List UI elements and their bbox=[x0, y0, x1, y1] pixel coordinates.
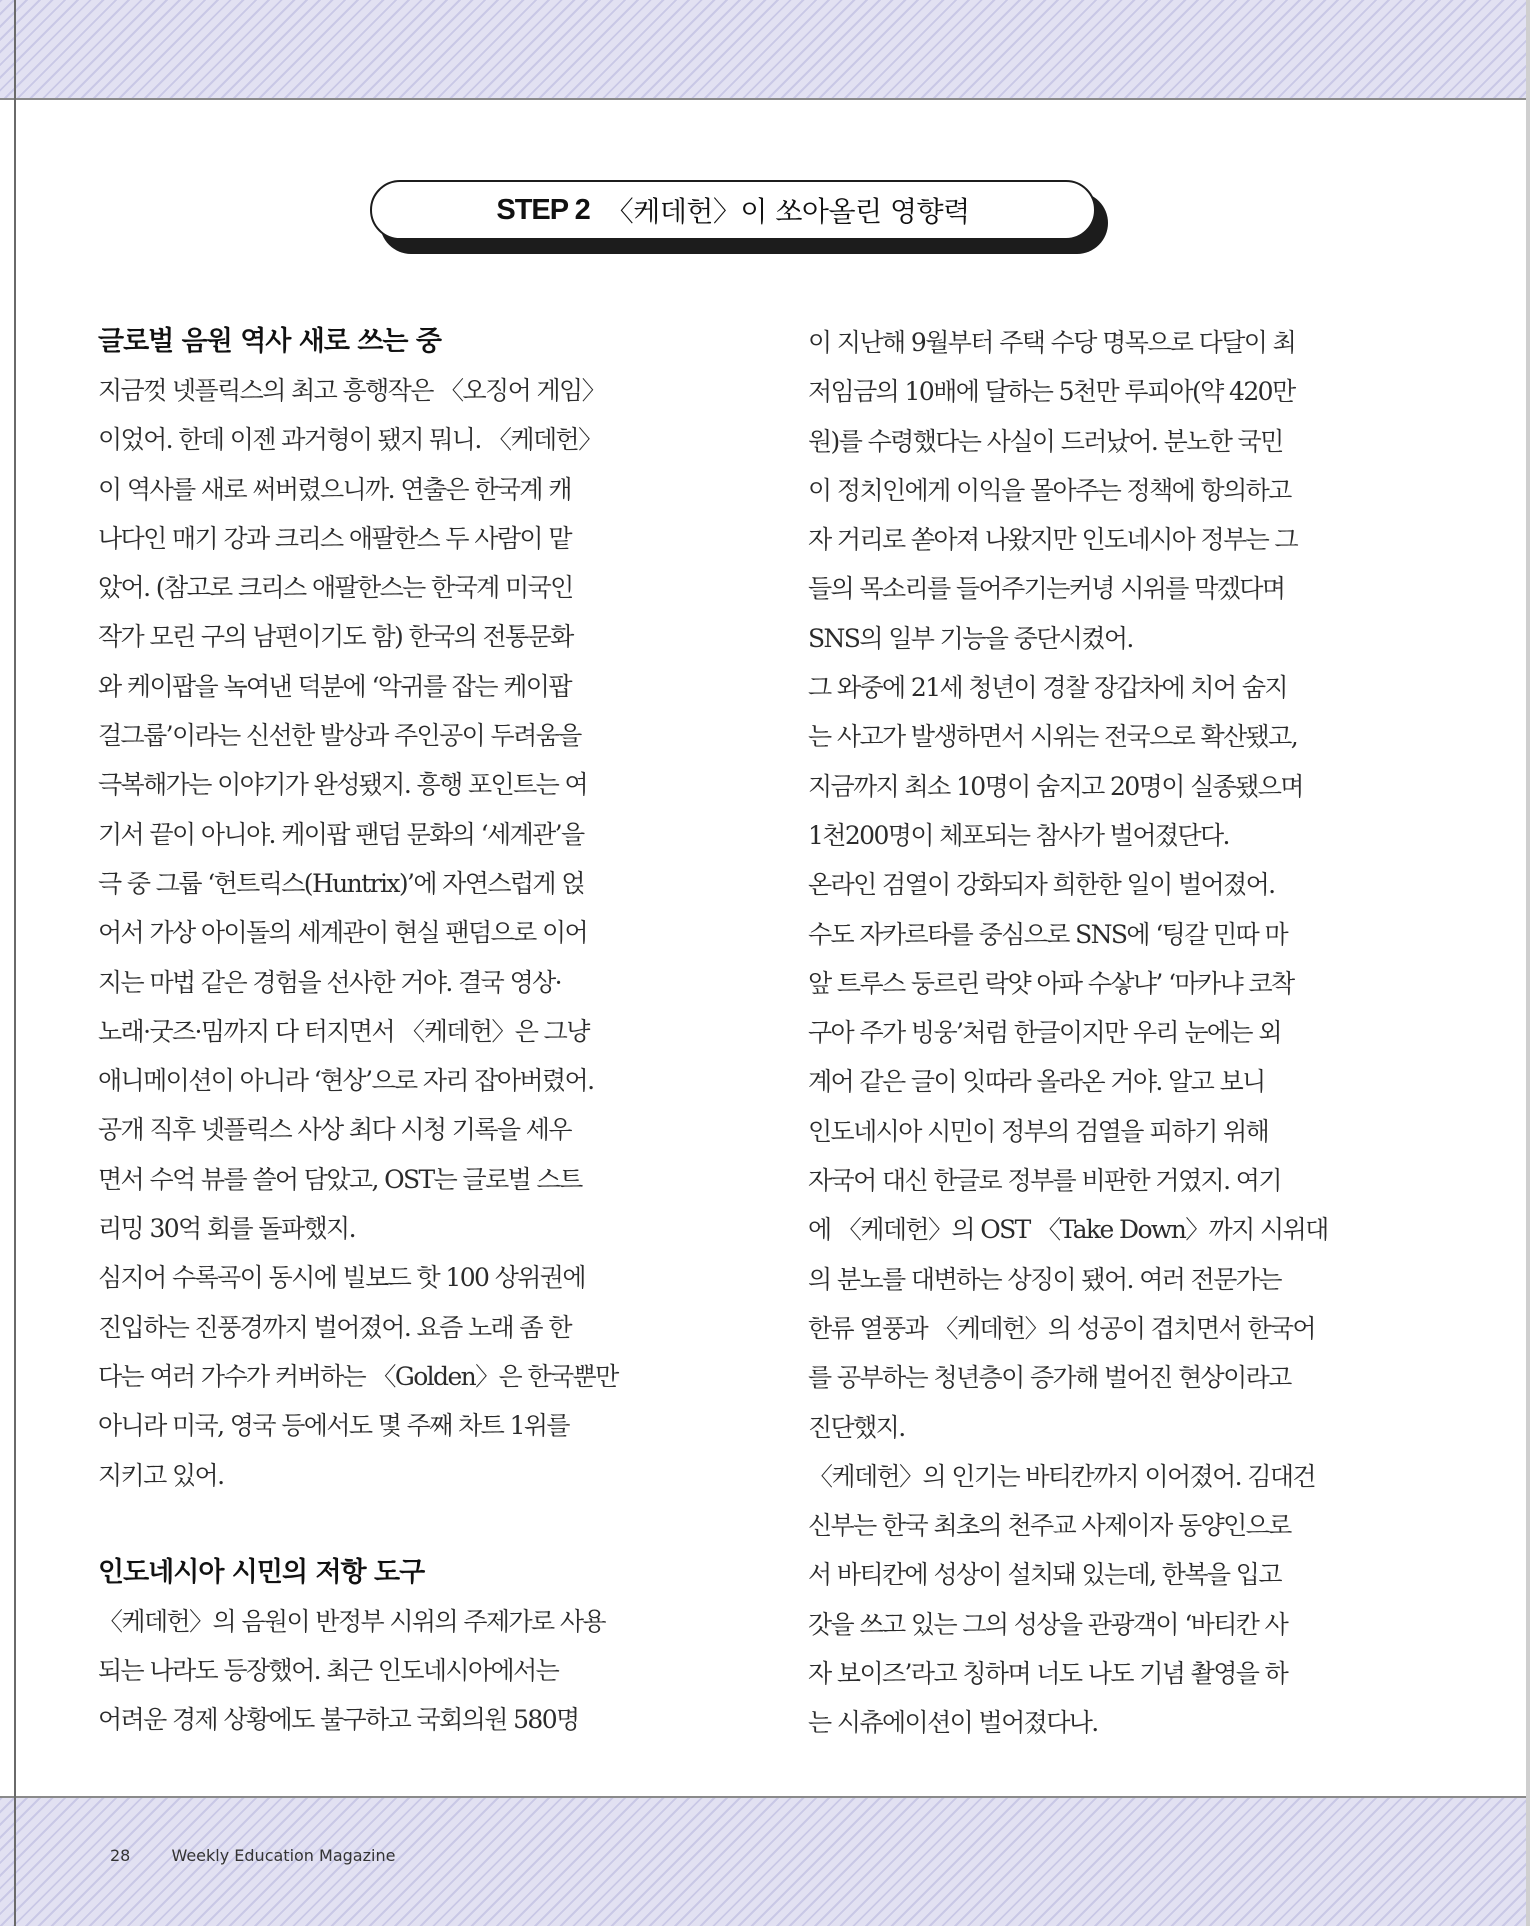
body-paragraph: 온라인 검열이 강화되자 희한한 일이 벌어졌어. 수도 자카르타를 중심으로 SNS에 ‘팅갈 민따 마 앞 트루스 둥르린 락얏 아파 수샇냐’ ‘마카냐 코착 구아 주가 빙웅’처럼 한글이지만 우리 눈에는 외 계어 같은 글이 잇따라 올라온 거야. 알고 보니 인도네시아 시민이 정부의 검열을 피하기 위해 자국어 대신 한글로 정부를 비판한 거였지. 여기 에 〈케데헌〉의 OST 〈Take Down〉까지 시위대 의 분노를 대변하는 상징이 됐어. 여러 전문가는 한류 열풍과 〈케데헌〉의 성공이 겹치면서 한국어 를 공부하는 청년층이 증가해 벌어진 현상이라고 진단했지. bbox=[808, 870, 1328, 1442]
right-page-edge bbox=[1526, 0, 1530, 1926]
section-heading-indonesia: 인도네시아 시민의 저항 도구 bbox=[98, 1556, 425, 1588]
step-banner bbox=[370, 180, 1110, 256]
body-paragraph: 〈케데헌〉의 음원이 반정부 시위의 주제가로 사용 되는 나라도 등장했어. 최근 인도네시아에서는 어려운 경제 상황에도 불구하고 국회의원 580명 bbox=[98, 1606, 605, 1735]
body-paragraph: 〈케데헌〉의 인기는 바티칸까지 이어졌어. 김대건 신부는 한국 최초의 천주교 사제이자 동양인으로 서 바티칸에 성상이 설치돼 있는데, 한복을 입고 갓을 쓰고 있는 그의 성상을 관광객이 ‘바티칸 사 자 보이즈’라고 칭하며 너도 나도 기념 촬영을 하 는 시츄에이션이 벌어졌다나. bbox=[808, 1461, 1315, 1738]
body-paragraph: 그 와중에 21세 청년이 경찰 장갑차에 치어 숨지 는 사고가 발생하면서 시위는 전국으로 확산됐고, 지금까지 최소 10명이 숨지고 20명이 실종됐으며 1천200명이 체포되는 참사가 벌어졌단다. bbox=[808, 673, 1303, 850]
right-column bbox=[808, 318, 1376, 1748]
body-paragraph: 지금껏 넷플릭스의 최고 흥행작은 〈오징어 게임〉 이었어. 한데 이젠 과거형이 됐지 뭐니. 〈케데헌〉 이 역사를 새로 써버렸으니까. 연출은 한국계 캐 나다인 매기 강과 크리스 애팔한스 두 사람이 맡 았어. (참고로 크리스 애팔한스는 한국계 미국인 작가 모린 구의 남편이기도 함) 한국의 전통문화 와 케이팝을 녹여낸 덕분에 ‘악귀를 잡는 케이팝 걸그룹’이라는 신선한 발상과 주인공이 두려움을 극복해가는 이야기가 완성됐지. 흥행 포인트는 여 기서 끝이 아니야. 케이팝 팬덤 문화의 ‘세계관’을 극 중 그룹 ‘헌트릭스(Huntrix)’에 자연스럽게 얹 어서 가상 아이돌의 세계관이 현실 팬덤으로 이어 지는 마법 같은 경험을 선사한 거야. 결국 영상· 노래·굿즈·밈까지 다 터지면서 〈케데헌〉은 그냥 애니메이션이 아니라 ‘현상’으로 자리 잡아버렸어. 공개 직후 넷플릭스 사상 최다 시청 기록을 세우 면서 수억 뷰를 쓸어 담았고, OST는 글로벌 스트 리밍 30억 회를 돌파했지. bbox=[98, 376, 605, 1244]
body-paragraph: 이 지난해 9월부터 주택 수당 명목으로 다달이 최 저임금의 10배에 달하는 5천만 루피아(약 420만 원)를 수령했다는 사실이 드러났어. 분노한 국민 이 정치인에게 이익을 몰아주는 정책에 항의하고 자 거리로 쏟아져 나왔지만 인도네시아 정부는 그 들의 목소리를 들어주기는커녕 시위를 막겠다며 SNS의 일부 기능을 중단시켰어. bbox=[808, 328, 1298, 653]
step-banner-pill bbox=[370, 180, 1096, 240]
left-page-border bbox=[14, 0, 16, 1926]
left-column bbox=[98, 318, 666, 1745]
page-footer bbox=[110, 1846, 395, 1865]
top-stripe-band bbox=[0, 0, 1530, 100]
step-title: 〈케데헌〉이 쏘아올린 영향력 bbox=[605, 195, 970, 228]
page-number: 28 bbox=[110, 1846, 131, 1865]
body-paragraph: 심지어 수록곡이 동시에 빌보드 핫 100 상위권에 진입하는 진풍경까지 벌어졌어. 요즘 노래 좀 한 다는 여러 가수가 커버하는 〈Golden〉은 한국뿐만 아니라 미국, 영국 등에서도 몇 주째 차트 1위를 지키고 있어. bbox=[98, 1263, 618, 1490]
step-label: STEP 2 bbox=[496, 193, 590, 226]
section-heading-global-music: 글로벌 음원 역사 새로 쓰는 중 bbox=[98, 326, 441, 357]
magazine-name: Weekly Education Magazine bbox=[171, 1846, 396, 1865]
